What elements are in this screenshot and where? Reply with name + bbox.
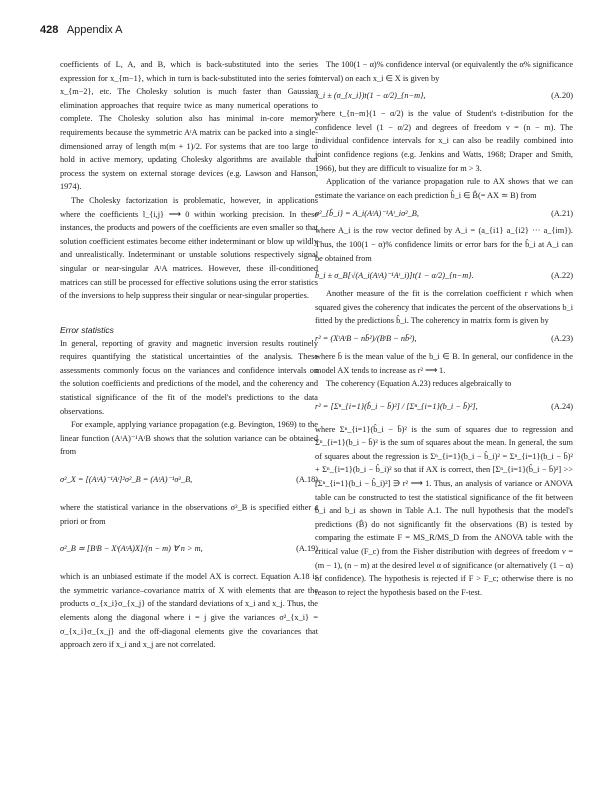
equation-a19 — [60, 538, 318, 560]
equation-number: (A.23) — [551, 334, 573, 344]
paragraph: For example, applying variance propagation (e.g. Bevington, 1969) to the linear function (AᵗA)⁻¹AᵗB shows that the solution variance can be obtained from — [60, 420, 318, 457]
equation-body: x_i ± (σ_{x_i})t(1 − α/2)_{n−m}, — [315, 91, 426, 101]
equation-number: (A.19) — [296, 544, 318, 554]
paragraph: where b̄ is the mean value of the b_i ∈ B. In general, our confidence in the model AX tends to increase as r² ⟶ 1. — [315, 351, 573, 375]
equation-body: b̂_i ± σ_B[√(A_i(AᵗA)⁻¹Aᵗ_i)]t(1 − α/2)_{n−m}. — [315, 271, 474, 281]
right-column — [315, 58, 573, 599]
section-heading: Error statistics — [60, 324, 114, 335]
equation-a21 — [315, 202, 573, 224]
paragraph: where the statistical variance in the observations σ²_B is specified either a priori or from — [60, 503, 318, 526]
paragraph: Application of the variance propagation rule to AX shows that we can estimate the variance on each prediction b̂_i ∈ B̂(= AX ≃ B) from — [315, 177, 573, 200]
equation-body: r² = [Σⁿ_{i=1}(b̂_i − b̄)²] / [Σⁿ_{i=1}(b_i − b̄)²], — [315, 401, 478, 411]
equation-number: (A.20) — [551, 91, 573, 101]
paragraph: In general, reporting of gravity and magnetic inversion results routinely requires quantifying the statistical uncertainties of the analysis. These assessments commonly focus on the variances and confidence intervals on the solution coefficients and predictions of the model, and the coherency and statistical significance of the fit of the model's predictions to the data observations. — [60, 338, 318, 416]
paragraph: The 100(1 − α)% confidence interval (or equivalently the α% significance interval) on each x_i ∈ X is given by — [315, 60, 573, 83]
left-column — [60, 58, 318, 652]
equation-body: σ²_B ≃ [BᵗB − Xᵗ(AᵗA)X]/(n − m) ∀ n > m, — [60, 544, 203, 554]
page-number: 428 — [40, 24, 59, 36]
equation-a20 — [315, 85, 573, 107]
paragraph: where A_i is the row vector defined by A_i = (a_{i1} a_{i2} ··· a_{im}). Thus, the 100(1 − α)% confidence limits or error bars for the b̂_i at A_i can be obtained from — [315, 226, 573, 263]
equation-a18 — [60, 469, 318, 491]
paragraph: Another measure of the fit is the correlation coefficient r which when squared gives the coherency that indicates the percent of the observations b_i fitted by the predictions b̂_i. The coherency in matrix form is given by — [315, 289, 573, 326]
equation-a22 — [315, 265, 573, 287]
paragraph: where t_{n−m}(1 − α/2) is the value of Student's t-distribution for the confidence level (1 − α/2) and degrees of freedom ν = (n − m). The individual confidence intervals for x_i can also be readily combined into joint confidence regions (e.g. Jenkins and Watts, 1968; Draper and Smith, 1966), but they are difficult to visualize for m > 3. — [315, 109, 573, 173]
equation-a23 — [315, 328, 573, 350]
equation-a24 — [315, 391, 573, 423]
equation-body: σ²_X = [(AᵗA)⁻¹Aᵗ]²σ²_B = (AᵗA)⁻¹σ²_B, — [60, 475, 193, 485]
equation-body: σ²_{b̂_i} = A_i(AᵗA)⁻¹Aᵗ_iσ²_B, — [315, 208, 419, 218]
paragraph: The coherency (Equation A.23) reduces algebraically to — [326, 379, 512, 389]
paragraph: which is an unbiased estimate if the model AX is correct. Equation A.18 is the symmetric variance–covariance matrix of X with elements that are the products σ_{x_i}σ_{x_j} of the standard deviations of x_i and x_j. Thus, the elements along the diagonal where i = j give the variances σ²_{x_i} = σ_{x_i}σ_{x_j} and the off-diagonal elements give the covariances that approach zero if x_i and x_j are not correlated. — [60, 572, 318, 650]
equation-number: (A.18) — [296, 475, 318, 485]
equation-number: (A.22) — [551, 271, 573, 281]
paragraph: where Σⁿ_{i=1}(b̂_i − b̄)² is the sum of squares due to regression and Σⁿ_{i=1}(b_i − b̄)² is the sum of squares about the mean. In general, the sum of squares about the regression is Σⁿ_{i=1}(b_i − b̂_i)² = Σⁿ_{i=1}(b_i − b̄)² + Σⁿ_{i=1}(b_i − b̂_i)² so that if AX is correct, then [Σⁿ_{i=1}(b̂_i − b̄)²] >> [Σⁿ_{i=1}(b_i − b̂_i)²] ∋ r² ⟶ 1. Thus, an analysis of variance or ANOVA table can be constructed to test the statistical significance of the fit between b̂_i and b_i as shown in Table A.1. The null hypothesis that the model's predictions (B̂) do not significantly fit the observations (B) is tested by comparing the estimate F = MS_R/MS_D from the ANOVA table with the critical value (F_c) from the Fisher distribution with degrees of freedom ν = (m − 1), (n − m) at the desired level α of significance (or alternatively (1 − α) of confidence). The hypothesis is rejected if F > F_c; otherwise there is no reason to reject the hypothesis based on the F-test. — [315, 424, 573, 597]
paragraph: The Cholesky factorization is problematic, however, in applications where the coefficients l_{i,j} ⟶ 0 within working precision. In these instances, the products and powers of the coefficients are even smaller so that solution coefficient estimates become either indeterminant or blow up wildly and unrealistically. Indeterminant or unstable solutions respectively signal singular or near-singular AᵗA matrices. However, these ill-conditioned matrices can still be processed for effective solutions using the error statistics of the inversions to help suppress their singular or near-singular properties. — [60, 195, 318, 301]
equation-number: (A.24) — [551, 401, 573, 411]
paragraph: coefficients of L, A, and B, which is back-substituted into the series expression for x_{m−1}, which in turn is back-substituted into the series for x_{m−2}, etc. The Cholesky solution is much faster than Gaussian elimination approaches that require twice as many numerical operations to complete. The Cholesky solution also has minimal in-core memory requirements because the symmetric AᵗA matrix can be packed into a single-dimensioned array of length m(m + 1)/2. For systems that are too large to hold in active memory, updating Cholesky algorithms are available that process the system on external storage devices (e.g. Lawson and Hanson, 1974). — [60, 60, 318, 192]
running-title: Appendix A — [66, 24, 123, 36]
equation-number: (A.21) — [551, 208, 573, 218]
page-header — [40, 24, 580, 44]
equation-body: r² = (XᵗAᵗB − nb̄²)/(BᵗB − nb̄²), — [315, 334, 417, 344]
